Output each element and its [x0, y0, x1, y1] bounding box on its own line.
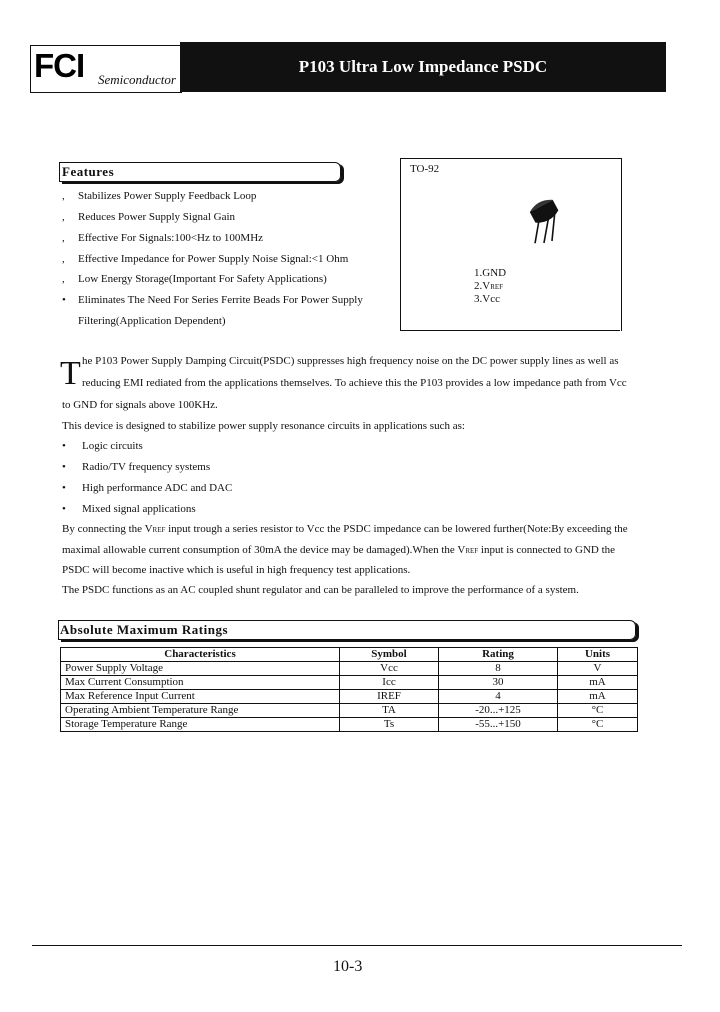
list-item: , Effective For Signals:100<Hz to 100MHz [62, 232, 264, 244]
package-box-bottom [400, 330, 620, 331]
table-header-row [61, 648, 638, 662]
pin-2-label: 2.VREF [474, 280, 504, 292]
list-item: • High performance ADC and DAC [62, 482, 233, 494]
page-title: P103 Ultra Low Impedance PSDC [298, 57, 548, 76]
cell-symbol: Icc [340, 676, 439, 690]
bullet: • [62, 294, 66, 306]
cell-units: V [558, 662, 638, 676]
ratings-table [60, 647, 638, 732]
pin-1-label: 1.GND [474, 267, 507, 279]
cell-characteristic: Max Current Consumption [61, 676, 340, 690]
bullet: • [62, 440, 66, 452]
list-item: • Mixed signal applications [62, 503, 196, 515]
logo-subtitle: Semiconductor [98, 72, 176, 87]
features-heading: Features [62, 164, 115, 179]
bullet: • [62, 482, 66, 494]
pin-3-label: 3.Vcc [474, 293, 500, 305]
paragraph-line: PSDC will become inactive which is useful in high frequency test applications. [62, 564, 411, 576]
bullet: • [62, 503, 66, 515]
list-item: , Low Energy Storage(Important For Safety Applications) [62, 273, 327, 285]
cell-units: °C [558, 718, 638, 732]
cell-rating: 4 [439, 690, 558, 704]
page-number: 10-3 [333, 958, 363, 975]
paragraph-line: to GND for signals above 100KHz. [62, 399, 218, 411]
logo-letters [34, 48, 84, 84]
cell-characteristic: Operating Ambient Temperature Range [61, 704, 340, 718]
cell-characteristic: Storage Temperature Range [61, 718, 340, 732]
cell-rating: -55...+150 [439, 718, 558, 732]
paragraph-line: he P103 Power Supply Damping Circuit(PSDC) suppresses high frequency noise on the DC power supply lines as well as [82, 355, 619, 367]
to92-package-icon [510, 183, 580, 245]
cell-symbol: TA [340, 704, 439, 718]
col-rating: Rating [439, 648, 558, 662]
bullet: , [62, 211, 65, 223]
cell-symbol: Ts [340, 718, 439, 732]
paragraph-line: reducing EMI rediated from the applications themselves. To achieve this the P103 provides a low impedance path from Vcc [82, 377, 627, 389]
list-item: • Logic circuits [62, 440, 143, 452]
logo-text: FCI [34, 47, 85, 84]
dropcap: T [60, 355, 81, 392]
bullet: • [62, 461, 66, 473]
package-label: TO-92 [410, 163, 440, 175]
paragraph-line: maximal allowable current consumption of 30mA the device may be damaged).When the VREF input is connected to GND the [62, 544, 616, 556]
bullet: , [62, 232, 65, 244]
col-units: Units [558, 648, 638, 662]
paragraph-line: The PSDC functions as an AC coupled shunt regulator and can be paralleled to improve the performance of a system. [62, 584, 579, 596]
cell-units: °C [558, 704, 638, 718]
cell-symbol: IREF [340, 690, 439, 704]
cell-units: mA [558, 690, 638, 704]
paragraph-line: By connecting the VREF input trough a series resistor to Vcc the PSDC impedance can be lowered further(Note:By exceeding the [62, 523, 628, 535]
list-item: , Stabilizes Power Supply Feedback Loop [62, 190, 257, 202]
table-row [61, 718, 638, 732]
table-row [61, 676, 638, 690]
cell-characteristic: Power Supply Voltage [61, 662, 340, 676]
ratings-heading: Absolute Maximum Ratings [60, 622, 229, 637]
list-item: , Effective Impedance for Power Supply Noise Signal:<1 Ohm [62, 253, 349, 265]
cell-rating: 8 [439, 662, 558, 676]
cell-symbol: Vcc [340, 662, 439, 676]
cell-rating: -20...+125 [439, 704, 558, 718]
cell-units: mA [558, 676, 638, 690]
bullet: , [62, 190, 65, 202]
col-characteristics: Characteristics [61, 648, 340, 662]
list-item: • Eliminates The Need For Series Ferrite Beads For Power Supply [62, 294, 363, 306]
table-row [61, 662, 638, 676]
cell-characteristic: Max Reference Input Current [61, 690, 340, 704]
col-symbol: Symbol [340, 648, 439, 662]
list-item: Filtering(Application Dependent) [78, 315, 226, 327]
table-row [61, 690, 638, 704]
table-row [61, 704, 638, 718]
bullet: , [62, 273, 65, 285]
list-item: , Reduces Power Supply Signal Gain [62, 211, 236, 223]
footer-rule [32, 945, 682, 946]
paragraph-line: This device is designed to stabilize power supply resonance circuits in applications such as: [62, 420, 465, 432]
list-item: • Radio/TV frequency systems [62, 461, 211, 473]
bullet: , [62, 253, 65, 265]
cell-rating: 30 [439, 676, 558, 690]
